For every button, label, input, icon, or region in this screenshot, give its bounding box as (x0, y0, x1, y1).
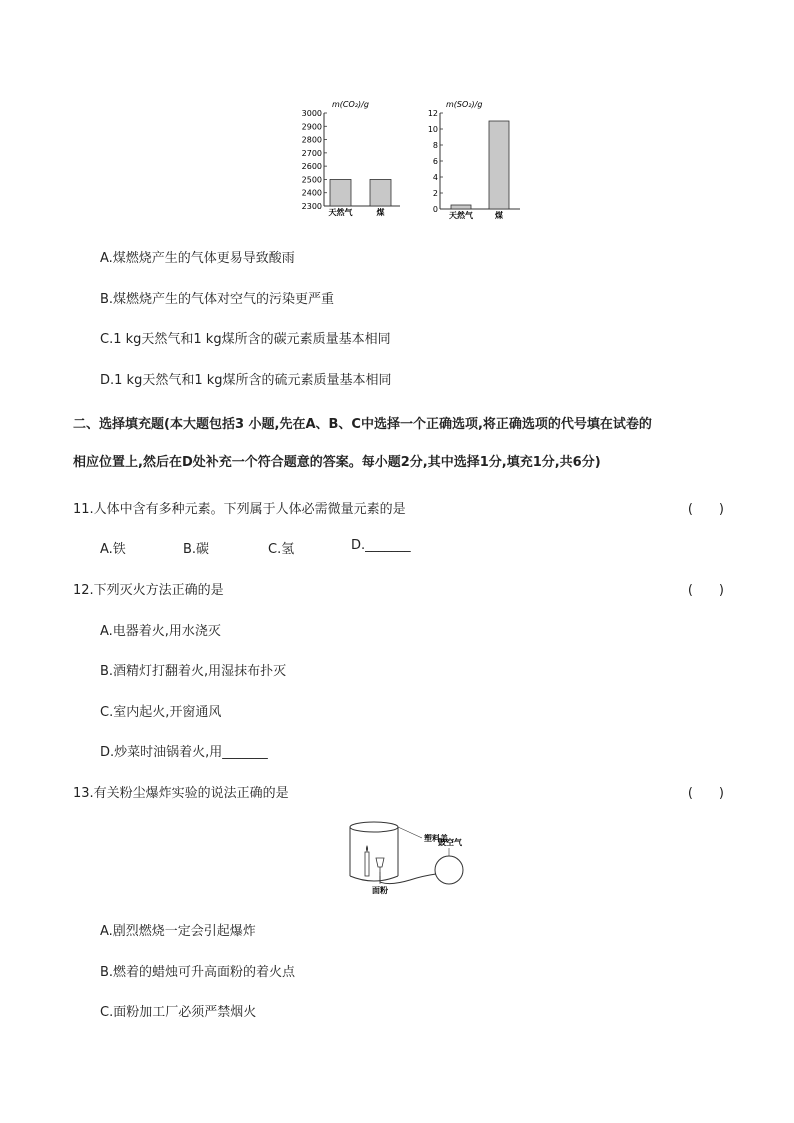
q12-stem: 12.下列灭火方法正确的是 (73, 583, 224, 598)
q10-option-a: A.煤燃烧产生的气体更易导致酸雨 (100, 251, 295, 266)
chart1-tick-label: 2400 (301, 188, 322, 198)
bulb-label: 鼓空气 (438, 838, 462, 847)
q12-option-c: C.室内起火,开窗通风 (100, 705, 222, 720)
lid-label-leader (398, 827, 422, 838)
q11-option-c: C.氢 (268, 542, 295, 557)
chart1-bar (370, 179, 391, 206)
q12-answer-paren[interactable]: ( ) (687, 583, 724, 598)
so2-bar-chart (420, 93, 525, 228)
flour-funnel (376, 858, 384, 867)
chart2-category-label: 煤 (495, 211, 503, 220)
candle-flame (366, 845, 368, 852)
q13-option-a: A.剧烈燃烧一定会引起爆炸 (100, 924, 256, 939)
chart2-bar (489, 121, 509, 209)
chart2-tick-label: 0 (432, 205, 438, 214)
chart1-tick-label: 2700 (301, 148, 322, 158)
chart1-tick-label: 2600 (301, 162, 322, 172)
q10-option-c: C.1 kg天然气和1 kg煤所含的碳元素质量基本相同 (100, 332, 391, 347)
q10-option-b: B.煤燃烧产生的气体对空气的污染更严重 (100, 292, 335, 307)
chart2-ylabel: m(SO₂)/g (446, 100, 483, 109)
chart2-tick-label: 6 (432, 157, 438, 166)
chart1-tick-label: 2800 (301, 135, 322, 145)
chart2-tick-label: 4 (432, 173, 438, 182)
chart1-bar (330, 179, 351, 206)
dust-explosion-apparatus-figure (340, 812, 480, 902)
lid-label: 塑料盖 (424, 834, 448, 843)
air-bulb (435, 856, 463, 884)
q11-option-d[interactable]: D._______ (351, 538, 411, 553)
section2-heading-line1: 二、选择填充题(本大题包括3 小题,先在A、B、C中选择一个正确选项,将正确选项的代号填在试卷的 (73, 417, 652, 432)
q11-answer-paren[interactable]: ( ) (687, 502, 724, 517)
chart1-tick-label: 2500 (301, 175, 322, 185)
chart1-tick-label: 2300 (301, 202, 322, 211)
chart2-bar (451, 205, 471, 209)
flour-label: 面粉 (372, 886, 388, 895)
chart1-ylabel: m(CO₂)/g (332, 100, 369, 109)
chart2-tick-label: 8 (432, 141, 438, 150)
q11-option-b: B.碳 (183, 542, 210, 557)
chart2-tick-label: 10 (427, 125, 438, 134)
section2-heading-line2: 相应位置上,然后在D处补充一个符合题意的答案。每小题2分,其中选择1分,填充1分,共6分) (73, 455, 601, 470)
q13-option-c: C.面粉加工厂必须严禁烟火 (100, 1005, 257, 1020)
q12-option-b: B.酒精灯打翻着火,用湿抹布扑灭 (100, 664, 287, 679)
co2-bar-chart (296, 93, 406, 228)
plastic-lid (350, 822, 398, 832)
candle (365, 852, 369, 876)
chart1-tick-label: 2900 (301, 122, 322, 132)
q12-option-a: A.电器着火,用水浇灭 (100, 624, 221, 639)
chart2-category-label: 天然气 (449, 211, 473, 220)
q13-answer-paren[interactable]: ( ) (687, 786, 724, 801)
chart1-tick-label: 3000 (301, 109, 322, 118)
q12-option-d[interactable]: D.炒菜时油锅着火,用_______ (100, 745, 268, 760)
q13-stem: 13.有关粉尘爆炸实验的说法正确的是 (73, 786, 289, 801)
chart1-category-label: 天然气 (328, 208, 353, 217)
q11-option-a: A.铁 (100, 542, 126, 557)
chart2-tick-label: 12 (427, 109, 438, 118)
chart1-category-label: 煤 (376, 208, 385, 217)
q11-stem: 11.人体中含有多种元素。下列属于人体必需微量元素的是 (73, 502, 406, 517)
q13-option-b: B.燃着的蜡烛可升高面粉的着火点 (100, 965, 296, 980)
chart2-tick-label: 2 (432, 189, 438, 198)
q10-option-d: D.1 kg天然气和1 kg煤所含的硫元素质量基本相同 (100, 373, 392, 388)
can-bottom (350, 876, 398, 881)
